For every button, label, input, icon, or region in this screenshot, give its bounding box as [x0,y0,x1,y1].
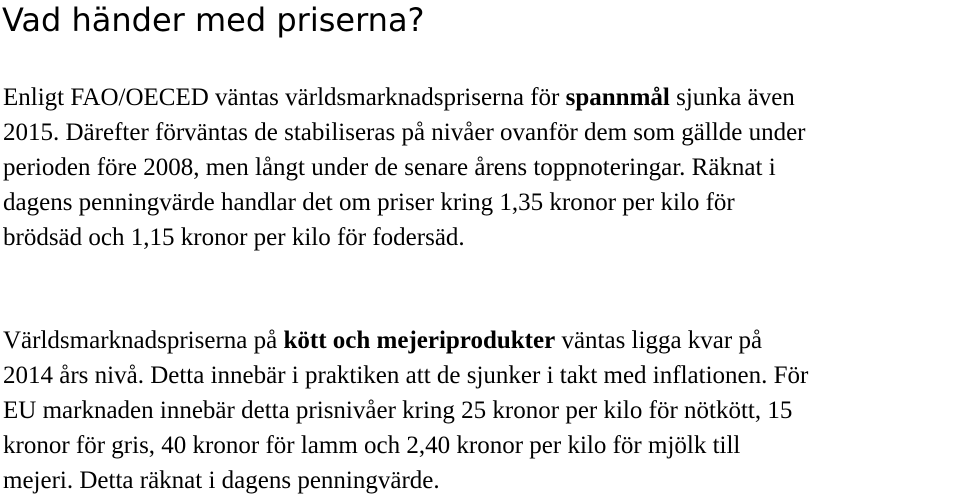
text-line: 2015. Därefter förväntas de stabiliseras på nivåer ovanför dem som gällde under [3,119,806,146]
emphasis-grain: spannmål [565,84,670,111]
paragraph-meat-dairy-prices [3,323,960,498]
text-line [3,80,960,115]
emphasis-meat-dairy: kött och mejeriprodukter [283,327,556,354]
text-line: perioden före 2008, men långt under de senare årens toppnoteringar. Räknat i [3,154,776,181]
text-line: mejeri. Detta räknat i dagens penningvärde. [3,467,440,494]
text-segment: Enligt FAO/OECED väntas världsmarknadspriserna för [3,84,566,111]
text-segment: sjunka även [669,84,795,111]
page-title: Vad händer med priserna? [2,1,425,39]
text-segment: Världsmarknadspriserna på [3,327,284,354]
text-line: dagens penningvärde handlar det om priser kring 1,35 kronor per kilo för [3,189,735,216]
text-line: brödsäd och 1,15 kronor per kilo för fodersäd. [3,224,465,251]
text-segment: väntas ligga kvar på [555,327,763,354]
text-line: EU marknaden innebär detta prisnivåer kring 25 kronor per kilo för nötkött, 15 [3,397,793,424]
text-line: kronor för gris, 40 kronor för lamm och 2,40 kronor per kilo för mjölk till [3,432,741,459]
text-line: 2014 års nivå. Detta innebär i praktiken att de sjunker i takt med inflationen. För [3,362,809,389]
text-line [3,323,960,358]
paragraph-grain-prices [3,80,960,255]
